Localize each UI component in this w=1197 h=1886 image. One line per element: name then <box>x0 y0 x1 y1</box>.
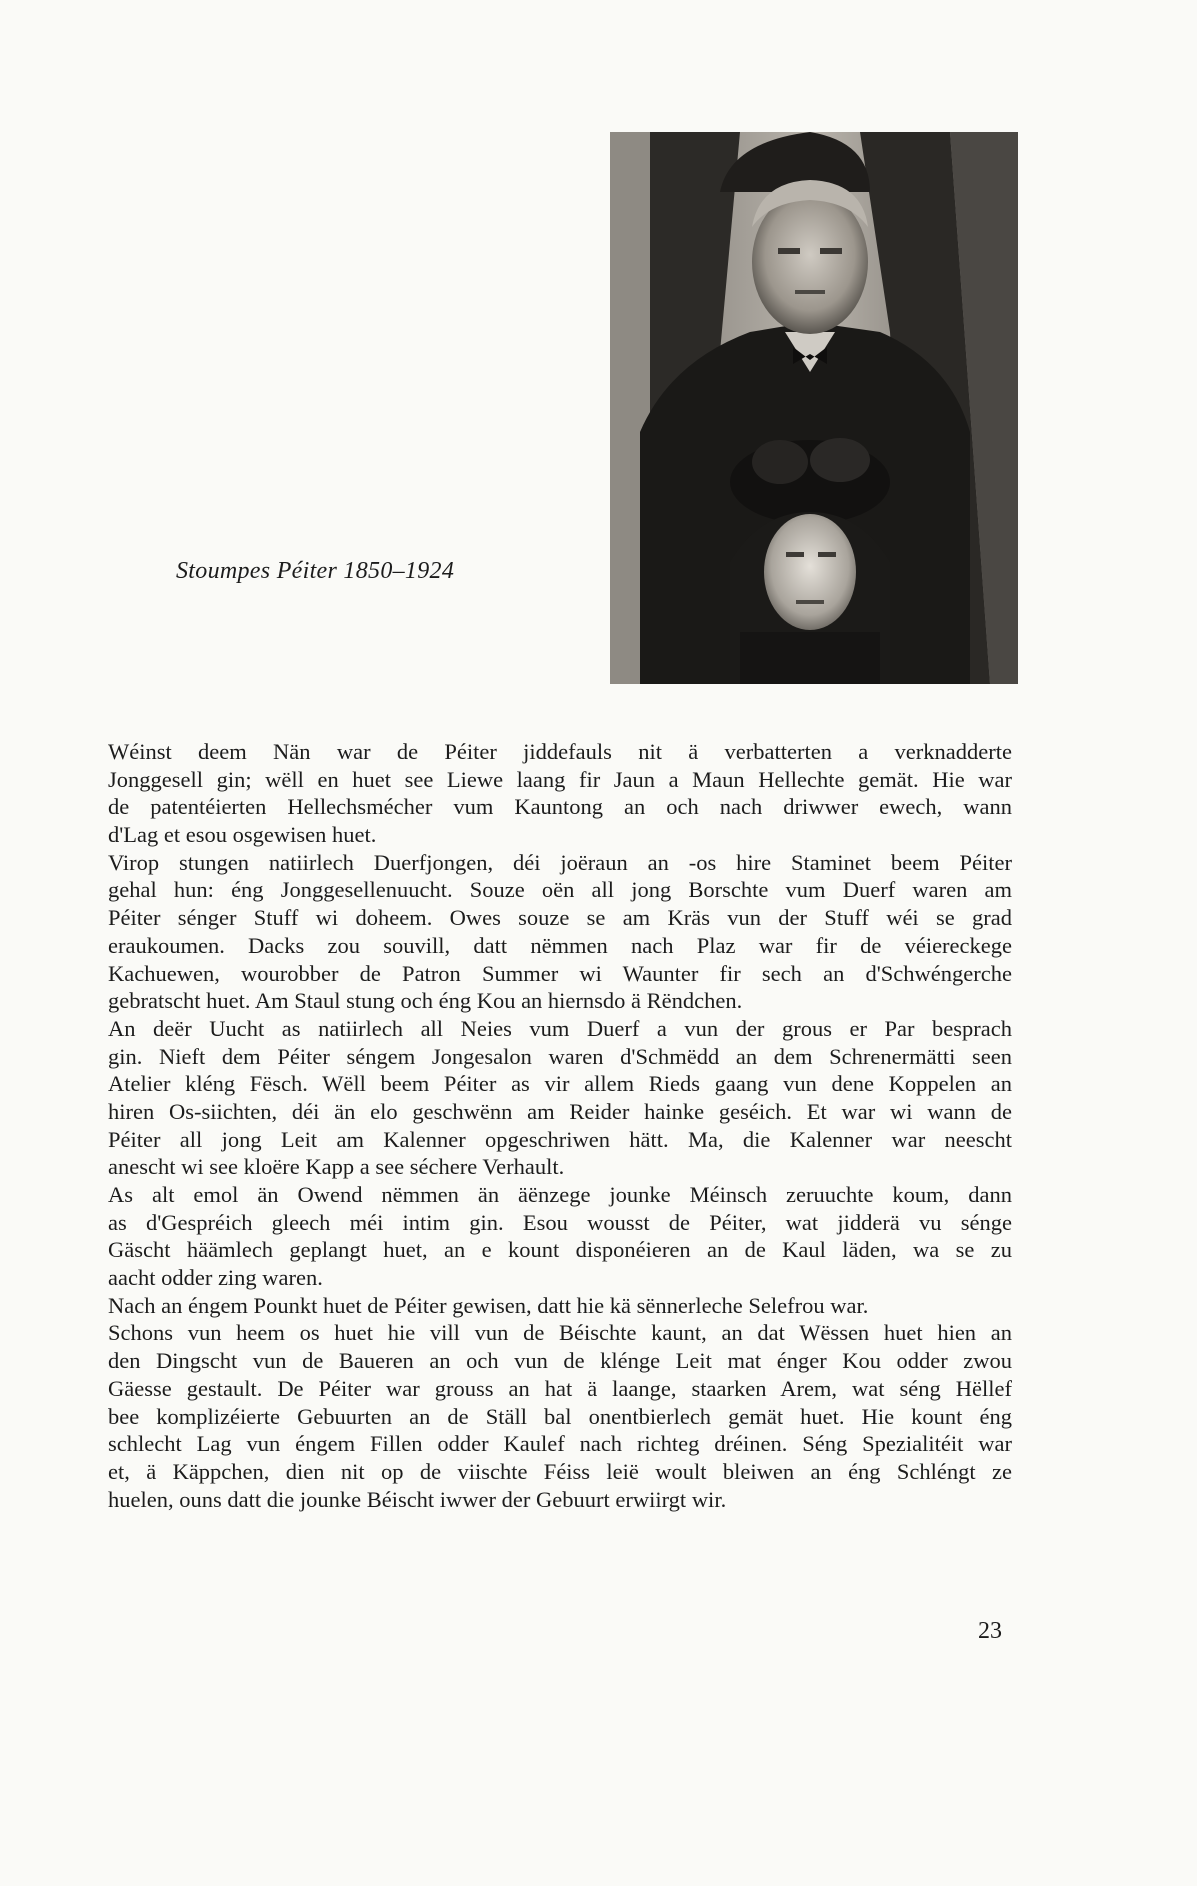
portrait-photo <box>610 132 1018 684</box>
page-number: 23 <box>978 1618 1002 1644</box>
photo-caption: Stoumpes Péiter 1850–1924 <box>176 558 455 584</box>
text-line: Kachuewen, wourobber de Patron Summer wi Waunter fir sech an d'Schwéngerche <box>108 960 1012 986</box>
text-line: Nach an éngem Pounkt huet de Péiter gewisen, datt hie kä sënnerleche Selefrou war. <box>108 1292 869 1318</box>
text-line: Atelier kléng Fësch. Wëll beem Péiter as vir allem Rieds gaang vun dene Koppelen an <box>108 1071 1012 1097</box>
article-body <box>108 738 1012 1513</box>
text-line: An deër Uucht as natiirlech all Neies vum Duerf a vun der grous er Par besprach <box>108 1015 1012 1041</box>
text-line: aacht odder zing waren. <box>108 1265 323 1291</box>
text-line: Jonggesell gin; wëll en huet see Liewe laang fir Jaun a Maun Hellechte gemät. Hie war <box>108 766 1012 792</box>
text-line: Schons vun heem os huet hie vill vun de Béischte kaunt, an dat Wëssen huet hien an <box>108 1320 1012 1346</box>
text-line: et, ä Käppchen, dien nit op de viischte Féiss leië woult bleiwen an éng Schléngt ze <box>108 1458 1012 1484</box>
text-line: schlecht Lag vun éngem Fillen odder Kaulef nach richteg dréinen. Séng Spezialitéit war <box>108 1431 1012 1457</box>
text-line: anescht wi see kloëre Kapp a see séchere Verhault. <box>108 1154 565 1180</box>
text-line: bee komplizéierte Gebuurten an de Ställ bal onentbierlech gemät huet. Hie kount éng <box>108 1403 1012 1429</box>
text-line: Virop stungen natiirlech Duerfjongen, déi joëraun an -os hire Staminet beem Péiter <box>108 849 1012 875</box>
text-line: gehal hun: éng Jonggesellenuucht. Souze oën all jong Borschte vum Duerf waren am <box>108 877 1012 903</box>
text-line: eraukoumen. Dacks zou souvill, datt nëmmen nach Plaz war fir de véiereckege <box>108 932 1012 958</box>
text-line: huelen, ouns datt die jounke Béischt iwwer der Gebuurt erwiirgt wir. <box>108 1486 727 1512</box>
text-line: gebratscht huet. Am Staul stung och éng Kou an hiernsdo ä Rëndchen. <box>108 988 743 1014</box>
text-line: Gäscht häämlech geplangt huet, an e kount disponéieren an de Kaul läden, wa se zu <box>108 1237 1012 1263</box>
paragraph <box>108 1181 1012 1292</box>
paragraph <box>108 1292 1012 1320</box>
text-line: gin. Nieft dem Péiter séngem Jongesalon waren d'Schmëdd an dem Schrenermätti seen <box>108 1043 1012 1069</box>
paragraph <box>108 1015 1012 1181</box>
text-line: Wéinst deem Nän war de Péiter jiddefauls nit ä verbatterten a verknadderte <box>108 739 1012 764</box>
text-line: den Dingscht vun de Baueren an och vun de klénge Leit mat énger Kou odder zwou <box>108 1348 1012 1374</box>
text-line: As alt emol än Owend nëmmen än äënzege jounke Méinsch zeruuchte koum, dann <box>108 1182 1012 1207</box>
paragraph <box>108 738 1012 849</box>
text-line: de patentéierten Hellechsmécher vum Kauntong an och nach driwwer ewech, wann <box>108 794 1012 820</box>
paragraph <box>108 1319 1012 1513</box>
text-line: Péiter sénger Stuff wi doheem. Owes souze se am Kräs vun der Stuff wéi se grad <box>108 905 1012 931</box>
paragraph <box>108 849 1012 1015</box>
text-line: Gäesse gestault. De Péiter war grouss an hat ä laange, staarken Arem, wat séng Hëllef <box>108 1375 1012 1401</box>
text-line: hiren Os-siichten, déi än elo geschwënn am Reider hainke geséich. Et war wi wann de <box>108 1098 1012 1124</box>
text-line: Péiter all jong Leit am Kalenner opgeschriwen hätt. Ma, die Kalenner war neescht <box>108 1126 1012 1152</box>
text-line: d'Lag et esou osgewisen huet. <box>108 822 377 848</box>
text-line: as d'Gespréich gleech méi intim gin. Esou wousst de Péiter, wat jidderä vu sénge <box>108 1209 1012 1235</box>
